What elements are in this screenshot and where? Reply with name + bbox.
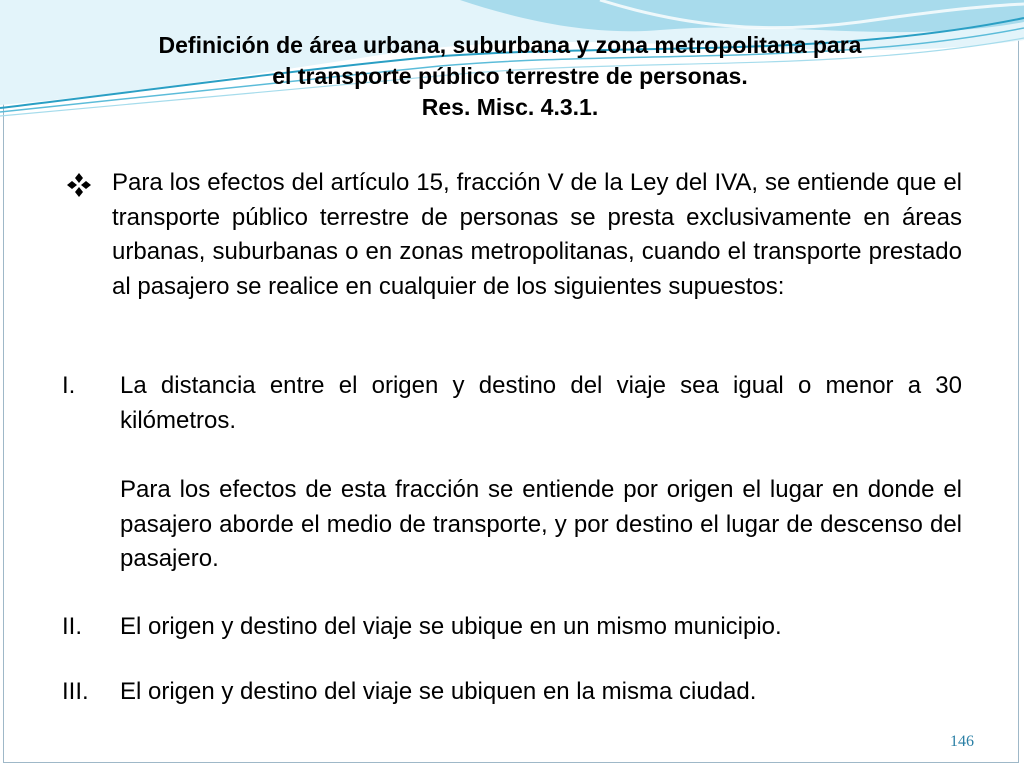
list-numeral: I. [62, 372, 76, 399]
intro-paragraph: Para los efectos del artículo 15, fracción V de la Ley del IVA, se entiende que el transporte público terrestre de personas se presta exclusivamente en áreas urbanas, suburbanas o en zonas metropolitanas, cuando el transporte prestado al pasajero se realice en cualquier de los siguientes supuestos: [112, 169, 962, 300]
four-diamond-bullet-icon [66, 172, 92, 198]
list-numeral: III. [62, 678, 89, 705]
list-item-note: Para los efectos de esta fracción se entiende por origen el lugar en donde el pasajero aborde el medio de transporte, y por destino el lugar de descenso del pasajero. [120, 476, 962, 572]
title-line-1: Definición de área urbana, suburbana y zona metropolitana para [158, 32, 862, 58]
page-number: 146 [950, 733, 974, 750]
title-line-3: Res. Misc. 4.3.1. [421, 94, 599, 120]
list-item-text: El origen y destino del viaje se ubique en un mismo municipio. [120, 613, 782, 640]
list-item-text: La distancia entre el origen y destino del viaje sea igual o menor a 30 kilómetros. [120, 372, 962, 434]
slide-title [60, 30, 960, 123]
list-numeral: II. [62, 613, 83, 640]
list-item-text: El origen y destino del viaje se ubiquen en la misma ciudad. [120, 678, 757, 705]
title-line-2: el transporte público terrestre de personas. [272, 63, 748, 89]
